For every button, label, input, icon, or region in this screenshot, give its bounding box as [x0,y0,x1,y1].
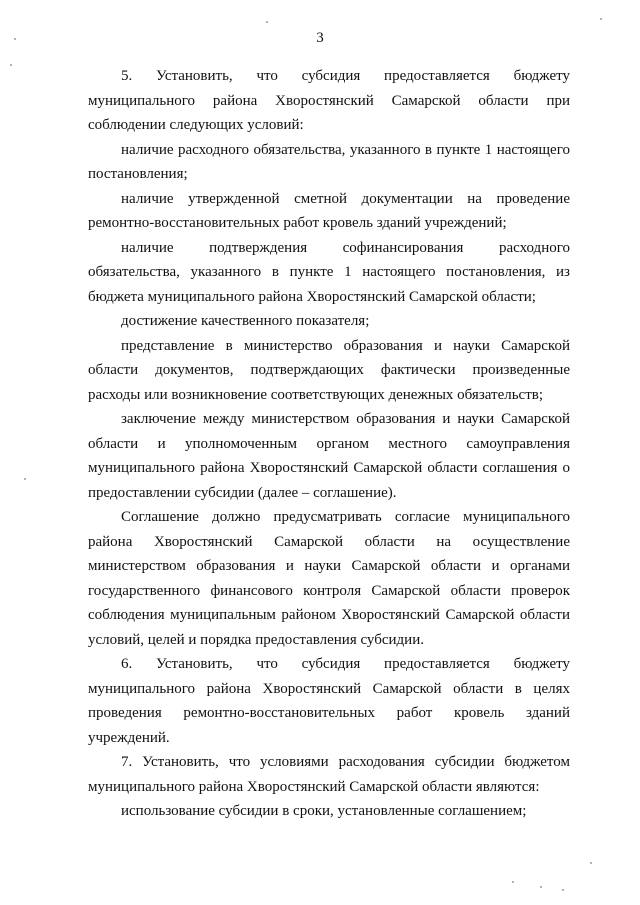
paragraph-clause-5: 5. Установить, что субсидия предоставляется бюджету муниципального района Хворостянский Самарской области при соблюдении следующих условий: [88,68,570,133]
scan-speck [590,862,592,864]
scan-speck [14,38,16,40]
paragraph-condition-deadlines: использование субсидии в сроки, установленные соглашением; [121,803,527,819]
scan-speck [562,889,564,891]
scan-speck [266,21,268,23]
scan-speck [540,886,542,888]
paragraph-condition-indicator: достижение качественного показателя; [121,313,370,329]
paragraph-condition-agreement: заключение между министерством образования и науки Самарской области и уполномоченным органом местного самоуправления муниципального района Хворостянский Самарской области соглашения о предоставлении субсидии (далее – соглашение). [88,411,570,501]
scan-speck [600,18,602,20]
scan-speck [24,478,26,480]
paragraph-clause-7: 7. Установить, что условиями расходования субсидии бюджетом муниципального района Хворостянский Самарской области являются: [88,754,570,795]
paragraph-agreement-consent: Соглашение должно предусматривать согласие муниципального района Хворостянский Самарской области на осуществление министерством образования и науки Самарской области и органами государственного финансового контроля Самарской области проверок соблюдения муниципальным районом Хворостянский Самарской области условий, целей и порядка предоставления субсидии. [88,509,570,648]
paragraph-condition-estimate: наличие утвержденной сметной документации на проведение ремонтно-восстановительных работ кровель зданий учреждений; [88,190,570,231]
page-number: 3 [316,30,324,46]
paragraph-condition-obligation: наличие расходного обязательства, указанного в пункте 1 настоящего постановления; [88,141,570,182]
scan-speck [512,881,514,883]
scan-speck [10,64,12,66]
paragraph-condition-documents: представление в министерство образования и науки Самарской области документов, подтверждающих фактически произведенные расходы или возникновение соответствующих денежных обязательств; [88,337,570,403]
paragraph-condition-cofinancing: наличие подтверждения софинансирования расходного обязательства, указанного в пункте 1 настоящего постановления, из бюджета муниципального района Хворостянский Самарской области; [88,239,570,305]
paragraph-clause-6: 6. Установить, что субсидия предоставляется бюджету муниципального района Хворостянский Самарской области в целях проведения ремонтно-восстановительных работ кровель зданий учреждений. [88,656,570,746]
document-body [88,64,570,824]
